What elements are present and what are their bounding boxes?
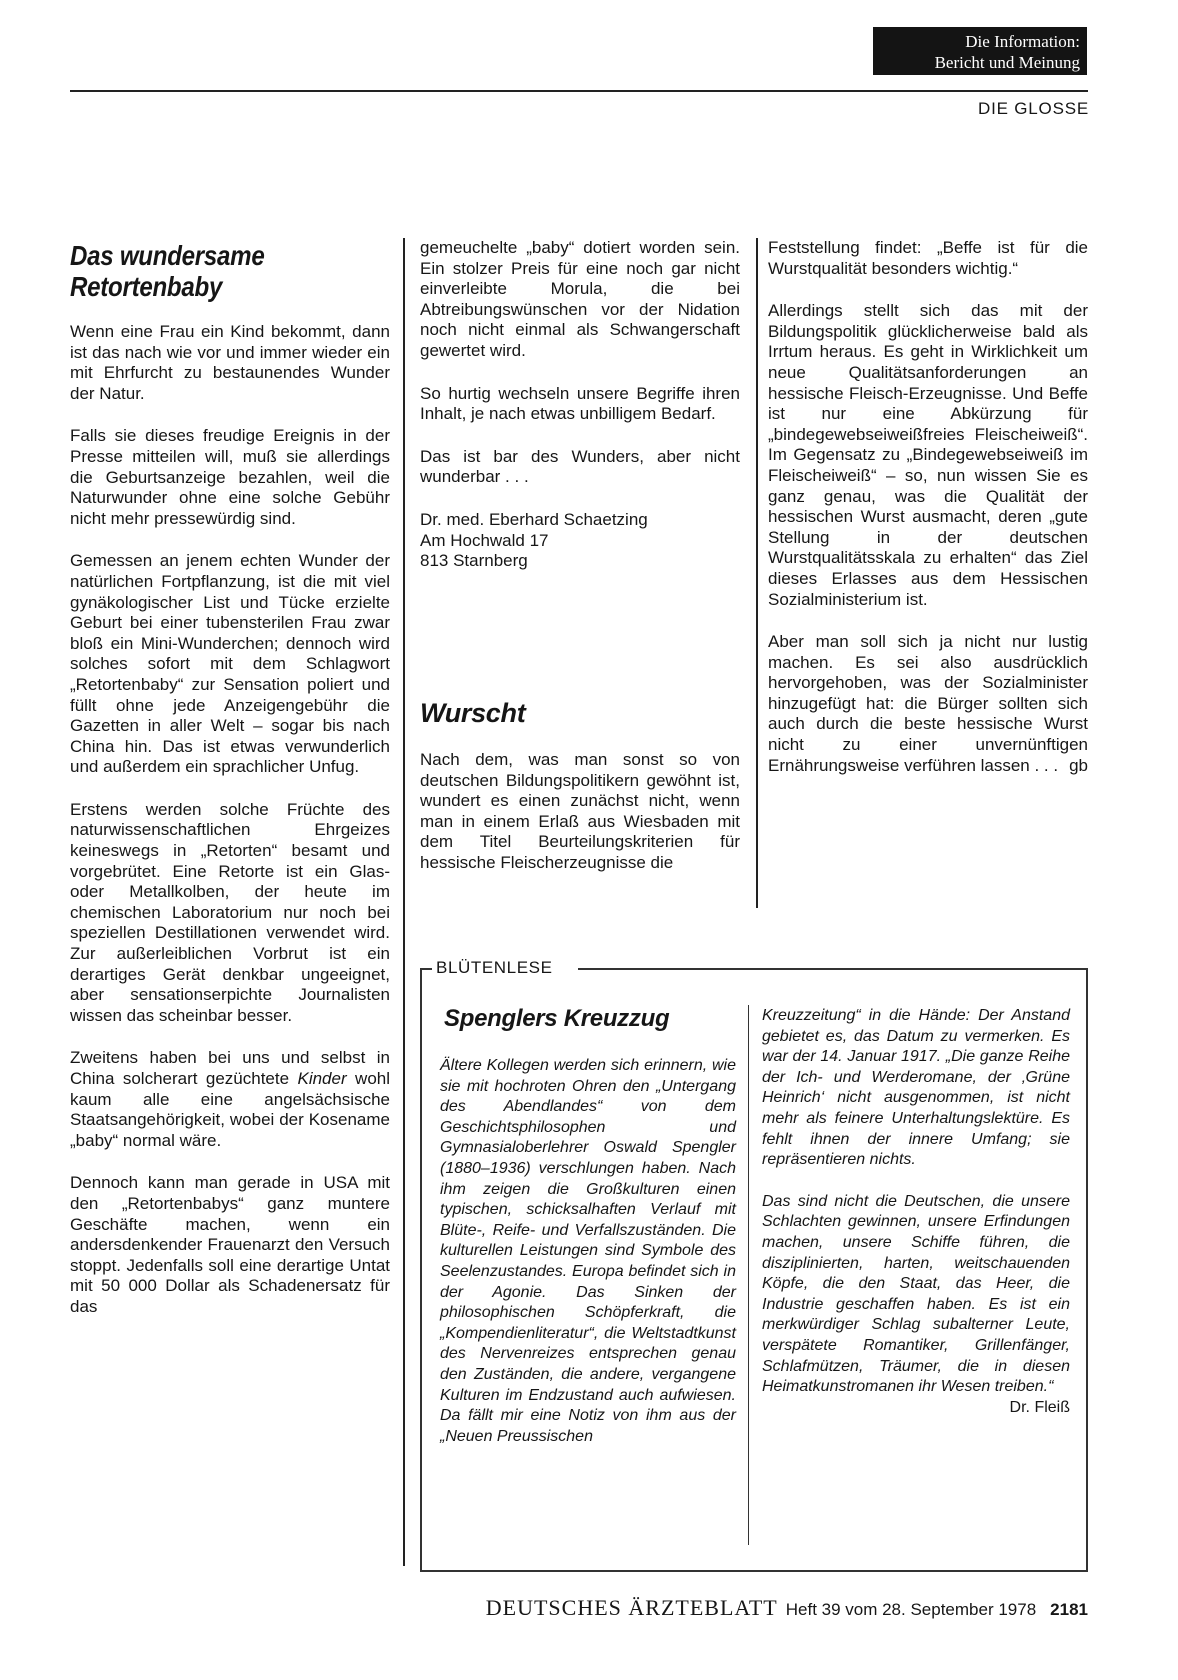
paragraph bbox=[762, 1192, 1070, 1416]
article-title-retortenbaby bbox=[70, 240, 264, 302]
box-rule-right bbox=[578, 968, 1088, 970]
box-title: Spenglers Kreuzzug bbox=[444, 1005, 670, 1032]
paragraph: Kreuzzeitung“ in die Hände: Der Anstand gebietet es, das Datum zu vermerken. Es war der 14. Januar 1917. „Die ganze Reihe der Ich- und Werderomane, der ‚Grüne Heinrich‘ nicht ausgenommen, ist nicht mehr als feinere Unterhaltungslektüre. Es fehlt ihnen der innere Umfang; sie repräsentieren nichts. bbox=[762, 1007, 1070, 1169]
box-column-1 bbox=[440, 1056, 736, 1447]
title-line-2: Retortenbaby bbox=[70, 271, 223, 302]
box-column-divider bbox=[748, 1005, 749, 1545]
box-label: BLÜTENLESE bbox=[436, 958, 553, 977]
paragraph: Feststellung findet: „Beffe ist für die Wurstqualität besonders wichtig.“ bbox=[768, 238, 1088, 278]
author-initials: gb bbox=[1069, 755, 1088, 775]
page-footer bbox=[380, 1595, 1088, 1621]
section-label: DIE GLOSSE bbox=[978, 99, 1089, 118]
column-divider-2 bbox=[756, 238, 758, 908]
badge-line-1: Die Information: bbox=[965, 32, 1080, 51]
author-name: Dr. med. Eberhard Schaetzing bbox=[420, 509, 648, 529]
page-number: 2181 bbox=[1050, 1600, 1088, 1619]
paragraph: Erstens werden solche Früchte des naturwissenschaftlichen Ehrgeizes keineswegs in „Retorten“ besamt und vorgebrütet. Eine Retorte ist ein Glas- oder Metallkolben, der heute im chemischen Laboratorium nur noch bei speziellen Destillationen verwendet wird. Zur außerleiblichen Vorbrut ist ein derartiges Gerät denkbar ungeeignet, aber sensationserpichte Journalisten wissen das scheinbar besser. bbox=[70, 799, 390, 1025]
paragraph: Das ist bar des Wunders, aber nicht wunderbar . . . bbox=[420, 446, 740, 487]
italic-word: Kinder bbox=[297, 1069, 347, 1088]
journal-name: DEUTSCHES ÄRZTEBLATT bbox=[485, 1595, 778, 1620]
header-rule bbox=[70, 90, 1088, 92]
text-run: Aber man soll sich ja nicht nur lustig machen. Es sei also ausdrücklich hervorgehoben, was der Sozialminister hinzugefügt hat: die Bürger sollten sich auch durch die beste hessische Wurst nicht zu einer unvernünftigen Ernährungsweise verführen lassen . . . bbox=[768, 632, 1088, 775]
text-run: Das sind nicht die Deutschen, die unsere Schlachten gewinnen, unsere Erfindungen machen, unsere Schiffe führen, die disziplinierten, harten, weitschauenden Köpfe, die den Staat, das Heer, die Industrie geschaffen haben. Es ist ein merkwürdiger Schlag subalterner Leute, verspätete Romantiker, Grillenfänger, Schlafmützen, Träumer, die in diesen Heimatkunstromanen ihr Wesen treiben.“ bbox=[762, 1192, 1070, 1396]
issue-info: Heft 39 vom 28. September 1978 bbox=[785, 1600, 1037, 1619]
badge-line-2: Bericht und Meinung bbox=[934, 53, 1080, 72]
column-3 bbox=[768, 238, 1088, 776]
title-line-1: Das wundersame bbox=[70, 240, 265, 271]
author-street: Am Hochwald 17 bbox=[420, 530, 549, 550]
author-signature bbox=[420, 510, 740, 572]
column-1 bbox=[70, 322, 390, 1318]
column-2-wurscht bbox=[420, 750, 740, 874]
paragraph: Falls sie dieses freudige Ereignis in der Presse mitteilen will, muß sie allerdings die Geburtsanzeige bezahlen, weil die Naturwunder ohne eine solche Gebühr nicht mehr pressewürdig sind. bbox=[70, 426, 390, 528]
box-column-2 bbox=[762, 1006, 1070, 1418]
text-run: wohl kaum alle eine angelsächsische Staatsangehörigkeit, wobei der Kosename „baby“ normal wäre. bbox=[70, 1069, 391, 1150]
paragraph: Ältere Kollegen werden sich erinnern, wie sie mit hochroten Ohren den „Untergang des Abendlandes“ von dem Geschichtsphilosophen und Gymnasialoberlehrer Oswald Spengler (1880–1936) verschlungen haben. Nach ihm zeigen die Großkulturen einen typischen, schicksalhaften Verlauf mit Blüte-, Reife- und Verfallszuständen. Die kulturellen Leistungen sind Symbole des Seelenzustandes. Europa befindet sich in der Agonie. Das Sinken der philosophischen Schöpferkraft, die „Kompendienliteratur“, die Weltstadtkunst des Nervenreizes entsprechen genau den Zuständen, die andere, vergangene Kulturen im Endzustand auch aufwiesen. Da fällt mir eine Notiz von ihm aus der „Neuen Preussischen bbox=[440, 1057, 736, 1445]
paragraph: So hurtig wechseln unsere Begriffe ihren Inhalt, je nach etwas unbilligem Bedarf. bbox=[420, 383, 740, 424]
paragraph: Nach dem, was man sonst so von deutschen Bildungspolitikern gewöhnt ist, wundert es einen zunächst nicht, wenn man in einem Erlaß aus Wiesbaden mit dem Titel Beurteilungskriterien für hessische Fleischerzeugnisse die bbox=[420, 750, 740, 872]
author-city: 813 Starnberg bbox=[420, 551, 528, 571]
paragraph: Dennoch kann man gerade in USA mit den „Retortenbabys“ ganz muntere Geschäfte machen, wenn ein andersdenkender Frauenarzt den Versuch stoppt. Jedenfalls soll eine derartige Untat mit 50 000 Dollar als Schadenersatz für das bbox=[70, 1173, 390, 1316]
section-badge bbox=[873, 27, 1087, 75]
paragraph bbox=[70, 1048, 390, 1151]
box-author: Dr. Fleiß bbox=[1009, 1398, 1070, 1416]
text-run: Zweitens haben bei uns und selbst in China solcherart gezüchtete bbox=[70, 1048, 390, 1088]
paragraph: gemeuchelte „baby“ dotiert worden sein. Ein stolzer Preis für eine noch gar nicht einverleibte Morula, die bei Abtreibungswünschen vor der Nidation noch nicht einmal als Schwangerschaft gewertet wird. bbox=[420, 238, 740, 360]
box-rule-left bbox=[420, 968, 432, 970]
paragraph bbox=[768, 632, 1088, 776]
paragraph: Wenn eine Frau ein Kind bekommt, dann ist das nach wie vor und immer wieder ein mit Ehrfurcht zu bestaunendes Wunder der Natur. bbox=[70, 322, 390, 403]
paragraph: Gemessen an jenem echten Wunder der natürlichen Fortpflanzung, ist die mit viel gynäkologischer List und Tücke erzielte Geburt bei einer tubensterilen Frau zwar bloß ein Mini-Wunderchen; dennoch wird solches sofort mit dem Schlagwort „Retortenbaby“ zur Sensation poliert und füllt ohne jede Anzeigengebühr die Gazetten in aller Welt – sogar bis nach China hin. Das ist etwas verwunderlich und außerdem ein sprachlicher Unfug. bbox=[70, 551, 390, 777]
paragraph: Allerdings stellt sich das mit der Bildungspolitik glücklicherweise bald als Irrtum heraus. Es geht in Wirklichkeit um neue Qualitätsanforderungen an hessische Fleisch-Erzeugnisse. Und Beffe ist nur eine Abkürzung für „bindegewebseiweißfreies Fleischeiweiß“. Im Gegensatz zu „Bindegewebseiweiß im Fleischeiweiß“ – so, nun wissen Sie es ganz genau, was die Qualität der hessischen Wurst ausmacht, deren „gute Stellung in der deutschen Wurstqualitätsskala zu erhalten“ das Ziel dieses Erlasses aus dem Hessischen Sozialministerium ist. bbox=[768, 301, 1088, 609]
column-2 bbox=[420, 238, 740, 572]
column-divider-1 bbox=[403, 238, 405, 1566]
article-title-wurscht: Wurscht bbox=[420, 698, 526, 728]
